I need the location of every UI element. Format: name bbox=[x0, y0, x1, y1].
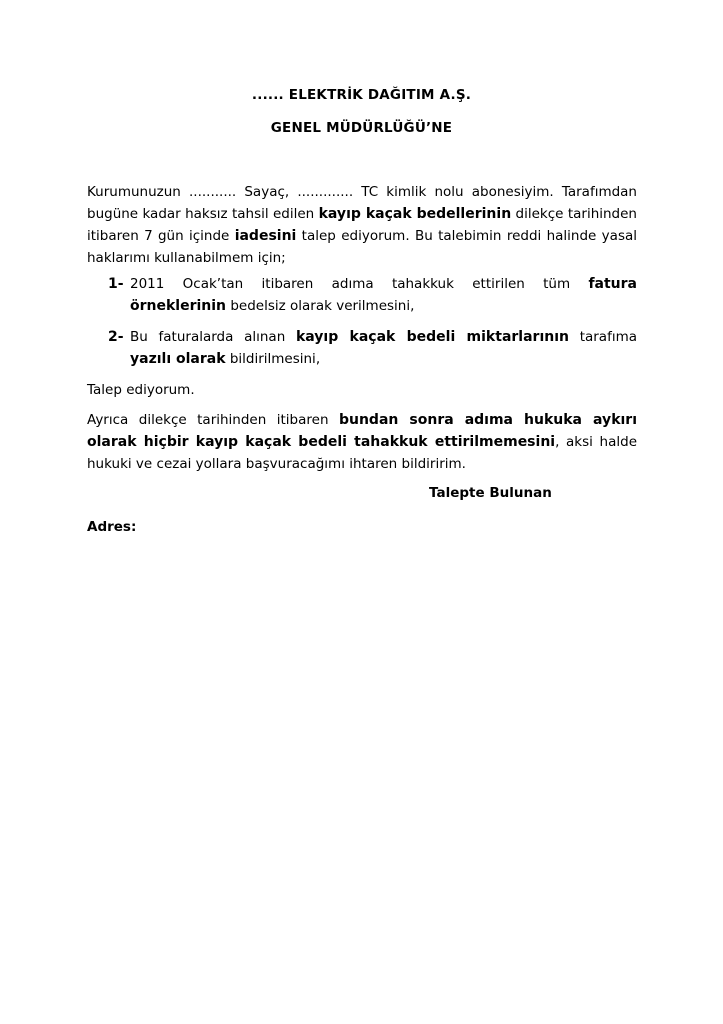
list-number: 2- bbox=[108, 329, 124, 345]
list-item-1-text-1: 2011 Ocak’tan itibaren adıma tahakkuk ettirilen tüm bbox=[130, 276, 589, 292]
recipient-department-heading: GENEL MÜDÜRLÜĞÜ’NE bbox=[270, 120, 453, 136]
list-item-2-bold-2: yazılı olarak bbox=[130, 351, 226, 367]
intro-paragraph bbox=[87, 181, 637, 269]
list-item-2-bold-1: kayıp kaçak bedeli miktarlarının bbox=[295, 329, 569, 345]
list-number: 1- bbox=[108, 276, 124, 292]
request-line: Talep ediyorum. bbox=[87, 382, 195, 398]
list-item-2-text-1: Bu faturalarda alınan bbox=[130, 329, 296, 345]
list-item-text bbox=[130, 273, 637, 317]
intro-text-2: dilekçe tarihinden itibaren 7 gün içinde bbox=[87, 206, 637, 244]
warning-text-1: Ayrıca dilekçe tarihinden itibaren bbox=[87, 412, 339, 428]
list-item bbox=[87, 273, 637, 317]
recipient-company-heading: ...... ELEKTRİK DAĞITIM A.Ş. bbox=[251, 87, 472, 103]
list-item-2-text-2: tarafıma bbox=[568, 329, 638, 345]
intro-bold-1: kayıp kaçak bedellerinin bbox=[318, 206, 512, 222]
list-item bbox=[87, 326, 637, 370]
warning-text-2: , aksi halde hukuki ve cezai yollara başvuracağımı ihtaren bildiririm. bbox=[87, 434, 637, 472]
list-item-text bbox=[130, 326, 637, 370]
intro-bold-2: iadesini bbox=[234, 228, 297, 244]
intro-text-3: talep ediyorum. Bu talebimin reddi halinde yasal haklarımı kullanabilmem için; bbox=[87, 228, 637, 266]
list-item-2-text-3: bildirilmesini, bbox=[225, 351, 321, 367]
warning-bold-1: bundan sonra adıma hukuka aykırı olarak hiçbir kayıp kaçak bedeli tahakkuk ettirilmemesini bbox=[87, 412, 637, 450]
list-item-1-text-2: bedelsiz olarak verilmesini, bbox=[226, 298, 415, 314]
address-label: Adres: bbox=[87, 519, 137, 535]
list-item-1-bold-1: fatura örneklerinin bbox=[130, 276, 637, 314]
intro-text-1: Kurumunuzun ........... Sayaç, ............. TC kimlik nolu abonesiyim. Tarafımdan bugüne kadar haksız tahsil edilen bbox=[87, 184, 637, 222]
warning-paragraph bbox=[87, 409, 637, 475]
signer-label: Talepte Bulunan bbox=[429, 485, 552, 501]
